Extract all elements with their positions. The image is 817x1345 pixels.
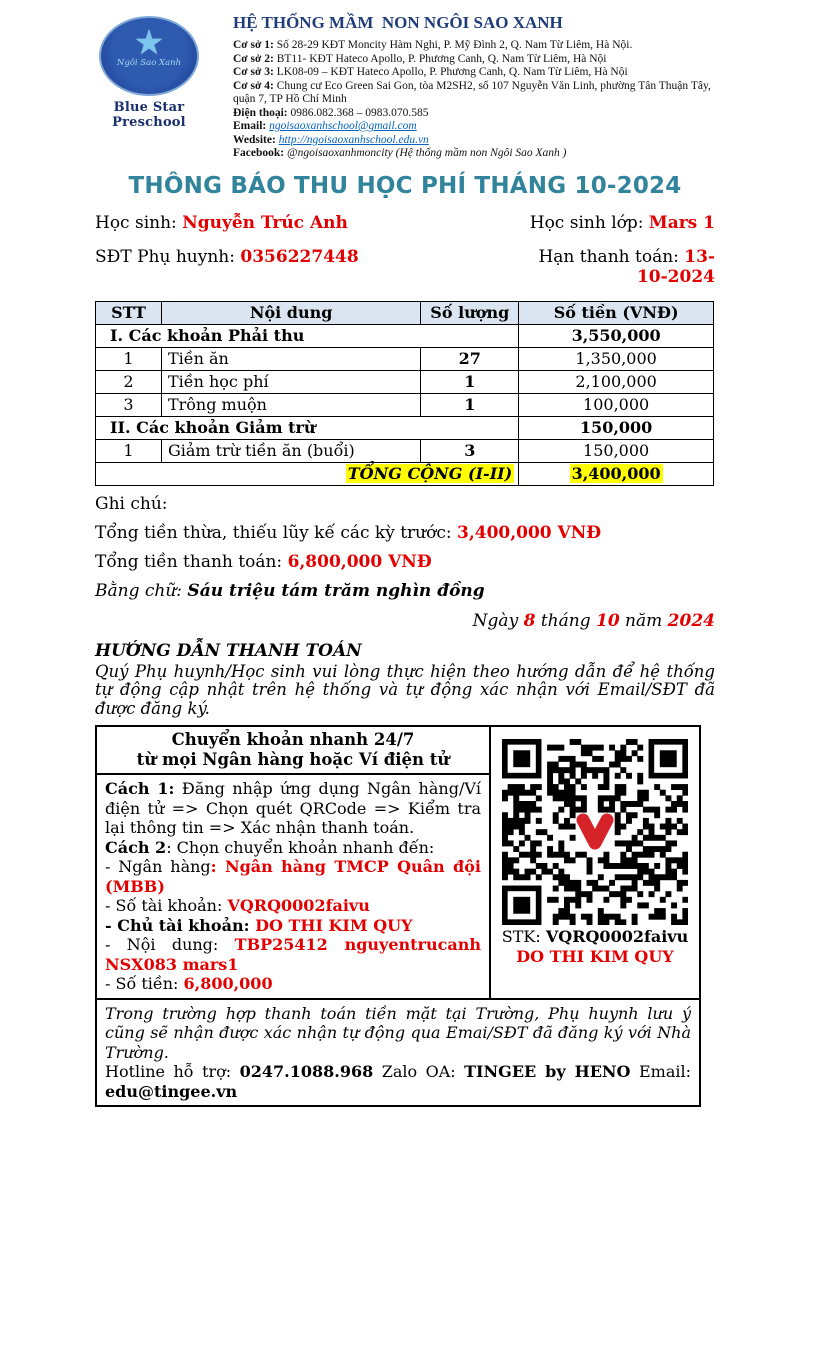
cash-note: Trong trường hợp thanh toán tiền mặt tại Trường, Phụ huynh lưu ý cũng sẽ nhận được xác nhận tự động qua Emai/SĐT đã đăng ký với Nhà Trường.: [105, 1003, 691, 1062]
method-2: [105, 838, 481, 858]
student-name-label: Học sinh:: [95, 212, 183, 233]
method-1: [105, 779, 481, 838]
campus-1-text: Số 28-29 KĐT Moncity Hàm Nghi, P. Mỹ Đình 2, Q. Nam Từ Liêm, Hà Nội.: [273, 39, 633, 51]
phone-value: 0986.082.368 – 0983.070.585: [287, 106, 429, 119]
website-link[interactable]: http://ngoisaoxanhschool.edu.vn: [278, 133, 429, 146]
total-amount-cell: [519, 462, 714, 485]
total-amount: 3,400,000: [571, 463, 661, 483]
student-name-field: [95, 213, 348, 233]
holder-label: - Chủ tài khoản:: [105, 915, 256, 935]
vietqr-icon: [502, 739, 688, 925]
method-1-label: Cách 1:: [105, 779, 175, 798]
transfer-header-line2: từ mọi Ngân hàng hoặc Ví điện tử: [136, 750, 450, 770]
campus-2-text: BT11- KĐT Hateco Apollo, P. Phương Canh, Q. Nam Từ Liêm, Hà Nội: [273, 52, 607, 65]
row-name: Tiền ăn: [161, 347, 420, 370]
email-link[interactable]: ngoisaoxanhschool@gmail.com: [269, 120, 417, 132]
row-amount: 100,000: [519, 393, 714, 416]
parent-phone-field: [95, 247, 359, 287]
row-qty: 1: [421, 370, 519, 393]
campus-2-label: Cơ sở 2:: [233, 52, 274, 65]
row-stt: 2: [96, 370, 162, 393]
student-class-field: [519, 213, 715, 233]
fee-row: [96, 393, 714, 416]
qr-stk-line: [495, 927, 695, 946]
qr-stk-label: STK:: [501, 927, 546, 947]
row-name: Tiền học phí: [161, 370, 420, 393]
row-amount: 2,100,000: [519, 370, 714, 393]
payment-footer: [97, 998, 699, 1106]
logo-script-text: Ngôi Sao Xanh: [116, 58, 182, 68]
facebook-value: @ngoisaoxanhmoncity (Hệ thống mầm non Ngôi Sao Xanh ): [284, 147, 567, 159]
date-word-1: Ngày: [472, 610, 524, 631]
phone-label: Điện thoại:: [233, 106, 288, 119]
holder-line: [105, 916, 481, 936]
school-info: [233, 10, 715, 161]
method-2-label: Cách 2: [105, 837, 167, 857]
campus-3-text: LK08-09 – KĐT Hateco Apollo, P. Phương Canh, Q. Nam Từ Liêm, Hà Nội: [273, 66, 628, 78]
zalo-label: Zalo OA:: [373, 1062, 465, 1082]
campus-line-3: [233, 66, 715, 80]
carryover-label: Tổng tiền thừa, thiếu lũy kế các kỳ trước:: [95, 522, 457, 543]
section-row-deduction: [96, 416, 714, 439]
support-email-value: edu@tingee.vn: [105, 1081, 238, 1101]
amount-line: [105, 974, 481, 994]
campus-4-text: Chung cư Eco Green Sai Gon, tòa M2SH2, số 107 Nguyễn Văn Linh, phường Tân Thuận Tây, quận 7, TP Hồ Chí Minh: [233, 79, 711, 105]
row-qty: 27: [421, 347, 519, 370]
amount-in-words-label: Bằng chữ:: [95, 581, 188, 602]
total-payment-label: Tổng tiền thanh toán:: [95, 552, 288, 572]
row-stt: 1: [96, 347, 162, 370]
method-2-text: : Chọn chuyển khoản nhanh đến:: [166, 837, 435, 857]
method-1-text: Đăng nhập ứng dụng Ngân hàng/Ví điện tử => Chọn quét QRCode => Kiểm tra lại thông tin => Xác nhận thanh toán.: [105, 779, 481, 838]
transfer-instructions: [97, 775, 491, 998]
student-class-label: Học sinh lớp:: [529, 212, 649, 233]
row-amount: 1,350,000: [519, 347, 714, 370]
fee-header-row: [96, 301, 714, 324]
bank-value: : Ngân hàng TMCP Quân đội (MBB): [105, 857, 481, 896]
parent-phone-value: 0356227448: [240, 246, 359, 267]
row-name: Trông muộn: [161, 393, 420, 416]
student-class-value: Mars 1: [648, 212, 715, 233]
date-year: 2024: [667, 610, 715, 631]
total-row: [96, 462, 714, 485]
campus-line-2: [233, 53, 715, 67]
row-stt: 1: [96, 439, 162, 462]
section-payable-amount: 3,550,000: [519, 324, 714, 347]
transfer-header: [97, 727, 491, 775]
section-deduction-amount: 150,000: [519, 416, 714, 439]
payment-guide-intro: Quý Phụ huynh/Học sinh vui lòng thực hiện theo hướng dẫn để hệ thống tự động cập nhật trên hệ thống và tự động xác nhận với Email/SĐT đã được đăng ký.: [95, 661, 715, 719]
ghi-chu: Ghi chú:: [95, 493, 168, 514]
col-sotien: Số tiền (VNĐ): [519, 301, 714, 324]
website-label: Wedsite:: [233, 133, 279, 146]
memo-value: TBP25412 nguyentrucanh NSX083 mars1: [105, 935, 481, 974]
campus-4-label: Cơ sở 4:: [233, 79, 274, 92]
section-deduction-label: II. Các khoản Giảm trừ: [96, 416, 519, 439]
date-month: 10: [595, 610, 620, 631]
hotline-label: Hotline hỗ trợ:: [105, 1062, 240, 1082]
website-line: [233, 134, 715, 148]
row-amount: 150,000: [519, 439, 714, 462]
col-stt: STT: [96, 301, 162, 324]
document-content: [95, 10, 715, 1107]
transfer-header-line1: Chuyển khoản nhanh 24/7: [171, 730, 415, 750]
total-label: TỔNG CỘNG (I-II): [347, 463, 513, 483]
due-date-value: 13-10-2024: [636, 246, 715, 287]
bank-line: [105, 857, 481, 896]
school-name: HỆ THỐNG MẦM NON NGÔI SAO XANH: [233, 13, 563, 32]
fee-table: [95, 301, 714, 486]
fee-row: [96, 439, 714, 462]
amount-in-words-value: Sáu triệu tám trăm nghìn đồng: [187, 581, 485, 602]
section-payable-label: I. Các khoản Phải thu: [96, 324, 519, 347]
total-label-cell: [96, 462, 519, 485]
col-noidung: Nội dung: [161, 301, 420, 324]
amount-in-words-line: [95, 581, 715, 602]
date-word-3: năm: [619, 610, 668, 631]
payment-guide-heading: HƯỚNG DẪN THANH TOÁN: [95, 640, 362, 661]
carryover-value: 3,400,000 VNĐ: [457, 522, 602, 543]
school-logo: [95, 10, 203, 161]
facebook-label: Facebook:: [233, 147, 285, 159]
campus-1-label: Cơ sở 1:: [233, 39, 274, 51]
date-word-2: tháng: [535, 610, 596, 631]
campus-line-4: [233, 80, 715, 107]
support-email-label: Email:: [630, 1062, 691, 1082]
phone-line: [233, 107, 715, 121]
logo-caption: Blue Star Preschool: [112, 100, 186, 130]
due-date-label: Hạn thanh toán:: [538, 246, 685, 267]
row-qty: 1: [421, 393, 519, 416]
section-row-payable: [96, 324, 714, 347]
qr-stk-value: VQRQ0002faivu: [545, 927, 689, 947]
row-stt: 3: [96, 393, 162, 416]
campus-line-1: [233, 39, 715, 53]
payment-box: [95, 725, 701, 1107]
total-payment-value: 6,800,000 VNĐ: [287, 552, 432, 572]
fee-row: [96, 347, 714, 370]
row-name: Giảm trừ tiền ăn (buổi): [161, 439, 420, 462]
zalo-value: TINGEE by HENO: [464, 1062, 631, 1082]
memo-label: - Nội dung:: [105, 935, 235, 955]
student-row-2: [95, 247, 715, 287]
due-date-field: [519, 247, 715, 287]
carryover-line: [95, 523, 715, 544]
blue-star-icon: ★: [133, 23, 165, 63]
student-row-1: [95, 213, 715, 233]
qr-panel: [491, 727, 699, 997]
account-label: - Số tài khoản:: [105, 896, 228, 916]
account-value: VQRQ0002faivu: [227, 896, 370, 916]
col-soluong: Số lượng: [421, 301, 519, 324]
row-qty: 3: [421, 439, 519, 462]
qr-code: [502, 739, 688, 925]
total-payment-line: [95, 552, 715, 573]
hotline-line: [105, 1062, 691, 1101]
qr-holder-name: DO THI KIM QUY: [516, 947, 674, 967]
account-line: [105, 896, 481, 916]
fee-row: [96, 370, 714, 393]
parent-phone-label: SĐT Phụ huynh:: [95, 246, 241, 267]
bank-label: - Ngân hàng: [105, 857, 211, 877]
date-line: [95, 611, 715, 631]
logo-ellipse: [99, 16, 199, 96]
notice-title: THÔNG BÁO THU HỌC PHÍ THÁNG 10-2024: [128, 172, 682, 199]
email-line: [233, 120, 715, 134]
memo-line: [105, 935, 481, 974]
facebook-line: [233, 147, 715, 161]
date-day: 8: [523, 610, 536, 631]
amount-label: - Số tiền:: [105, 974, 184, 994]
holder-value: DO THI KIM QUY: [255, 915, 413, 935]
student-name-value: Nguyễn Trúc Anh: [182, 212, 348, 233]
campus-3-label: Cơ sở 3:: [233, 66, 274, 78]
letterhead: [95, 10, 715, 161]
amount-value: 6,800,000: [183, 974, 273, 994]
hotline-value: 0247.1088.968: [239, 1062, 374, 1082]
email-label: Email:: [233, 120, 270, 132]
